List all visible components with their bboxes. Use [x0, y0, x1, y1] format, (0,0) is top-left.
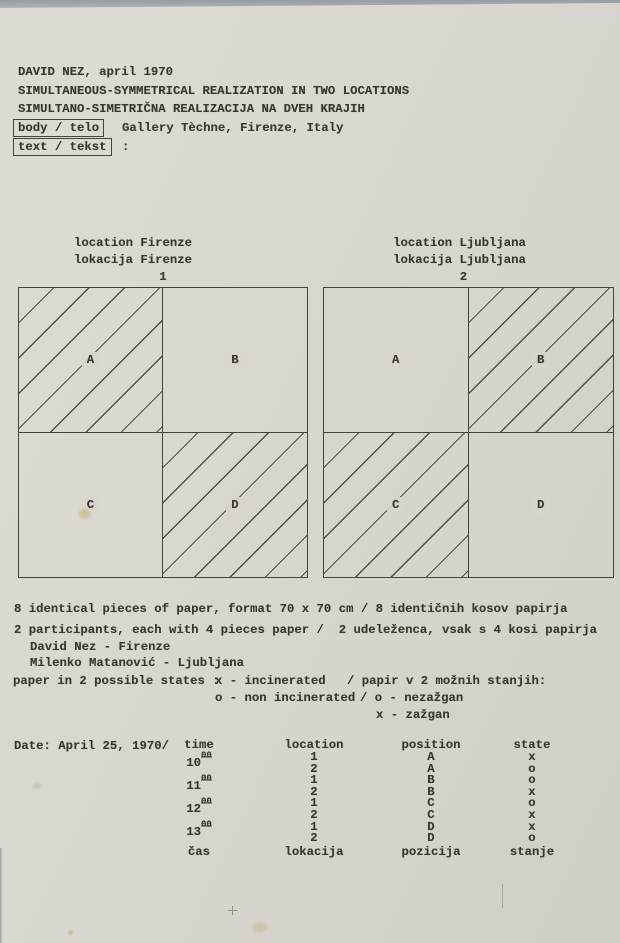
date-label: Date: April 25, 1970/	[14, 739, 169, 753]
registration-mark	[228, 906, 237, 915]
state-cell: o	[528, 796, 536, 811]
quadrant-a-plain	[324, 288, 469, 433]
location-cell: 1	[310, 773, 318, 788]
scan-hairline	[502, 884, 503, 908]
participant-matanovic: Milenko Matanović - Ljubljana	[30, 656, 245, 670]
col-header-location: location	[284, 738, 344, 752]
quadrant-label: B	[226, 352, 243, 368]
scan-left-edge	[0, 848, 3, 943]
position-cell: D	[427, 819, 435, 834]
quadrant-label: A	[387, 352, 404, 368]
states-intro-sl: / papir v 2 možnih stanjih:	[347, 674, 547, 688]
artist-date-line: DAVID NEZ, april 1970	[18, 65, 173, 79]
diagram-square-ljubljana	[323, 287, 614, 578]
title-english: SIMULTANEOUS-SYMMETRICAL REALIZATION IN TWO LOCATIONS	[18, 84, 410, 98]
text-tekst-box: text / tekst	[13, 138, 112, 156]
paper-smudge	[33, 783, 41, 789]
quadrant-d-hatched	[163, 433, 307, 578]
description-participants: 2 participants, each with 4 pieces paper / 2 udeleženca, vsak s 4 kosi papirja	[14, 623, 597, 637]
col-footer-stanje: stanje	[509, 844, 555, 859]
caption-lokacija-firenze: lokacija Firenze	[73, 253, 193, 267]
title-slovenian: SIMULTANO-SIMETRIČNA REALIZACIJA NA DVEH KRAJIH	[18, 102, 365, 116]
states-intro: paper in 2 possible states :	[13, 674, 220, 688]
location-cell: 2	[310, 784, 318, 799]
caption-location-ljubljana: location Ljubljana	[393, 236, 526, 250]
paper-stain	[68, 930, 73, 935]
hour-value: 12	[186, 802, 201, 817]
quadrant-c-plain	[19, 433, 163, 578]
paper-stain	[79, 509, 90, 519]
state-o-english: o - non incinerated	[215, 691, 356, 705]
location-cell: 2	[310, 807, 318, 822]
state-cell: o	[528, 773, 536, 788]
quadrant-a-hatched	[19, 288, 163, 433]
table-footer-row	[140, 845, 572, 860]
position-cell: A	[427, 761, 435, 776]
quadrant-d-plain	[469, 433, 614, 578]
position-cell: A	[427, 750, 435, 764]
hour-value: 10	[186, 755, 201, 770]
quadrant-b-hatched	[469, 288, 614, 433]
position-cell: D	[427, 831, 435, 846]
hour-value: 13	[186, 825, 201, 840]
location-cell: 2	[310, 761, 318, 776]
caption-location-firenze: location Firenze	[73, 236, 193, 250]
state-x-slovenian: x - zažgan	[376, 708, 450, 722]
state-cell: x	[528, 807, 536, 822]
schedule-table	[140, 739, 572, 860]
position-cell: B	[427, 784, 435, 799]
col-footer-cas: čas	[187, 844, 211, 859]
diagram-square-firenze	[18, 287, 308, 578]
state-cell: x	[528, 750, 536, 764]
colon-mark: :	[122, 140, 130, 154]
location-cell: 1	[310, 750, 318, 764]
state-x-english: x - incinerated	[215, 674, 326, 688]
time-cell	[140, 775, 258, 798]
state-cell: x	[528, 784, 536, 799]
participant-nez: David Nez - Firenze	[30, 640, 171, 654]
quadrant-label: B	[532, 352, 549, 368]
hour-superscript: 00	[200, 796, 212, 807]
location-cell: 1	[310, 819, 318, 834]
quadrant-label: C	[82, 497, 99, 513]
quadrant-label: C	[387, 497, 404, 513]
quadrant-label: A	[82, 352, 99, 368]
hour-superscript: 00	[200, 773, 212, 784]
quadrant-label: D	[532, 497, 549, 513]
quadrant-b-plain	[163, 288, 307, 433]
diagram-number-1: 1	[159, 270, 167, 284]
col-header-time: time	[184, 738, 214, 752]
position-cell: B	[427, 773, 435, 788]
body-telo-box: body / telo	[13, 119, 104, 137]
location-cell: 1	[310, 796, 318, 811]
diagram-number-2: 2	[459, 270, 468, 284]
table-row	[140, 822, 572, 834]
col-header-position: position	[401, 738, 461, 752]
hour-superscript: 00	[200, 819, 212, 830]
table-row	[140, 775, 572, 787]
caption-lokacija-ljubljana: lokacija Ljubljana	[393, 253, 526, 267]
hour-value: 11	[186, 778, 201, 793]
quadrant-label: D	[226, 497, 243, 513]
col-footer-pozicija: pozicija	[401, 844, 461, 859]
gallery-line: Gallery Tèchne, Firenze, Italy	[122, 121, 344, 135]
time-cell	[140, 798, 258, 821]
description-materials: 8 identical pieces of paper, format 70 x 70 cm / 8 identičnih kosov papirja	[14, 602, 568, 616]
paper-stain	[252, 922, 268, 932]
state-cell: o	[528, 761, 536, 776]
state-o-slovenian: / o - nezažgan	[360, 691, 464, 705]
time-cell	[140, 752, 258, 775]
location-cell: 2	[310, 831, 318, 846]
table-row	[140, 752, 572, 764]
state-cell: x	[528, 819, 536, 834]
table-row	[140, 798, 572, 810]
position-cell: C	[427, 796, 435, 811]
state-cell: o	[528, 831, 536, 846]
quadrant-c-hatched	[324, 433, 469, 578]
col-footer-lokacija: lokacija	[284, 844, 344, 859]
col-header-state: state	[513, 738, 551, 752]
position-cell: C	[427, 807, 435, 822]
hour-superscript: 00	[200, 750, 212, 761]
time-cell	[140, 819, 258, 845]
